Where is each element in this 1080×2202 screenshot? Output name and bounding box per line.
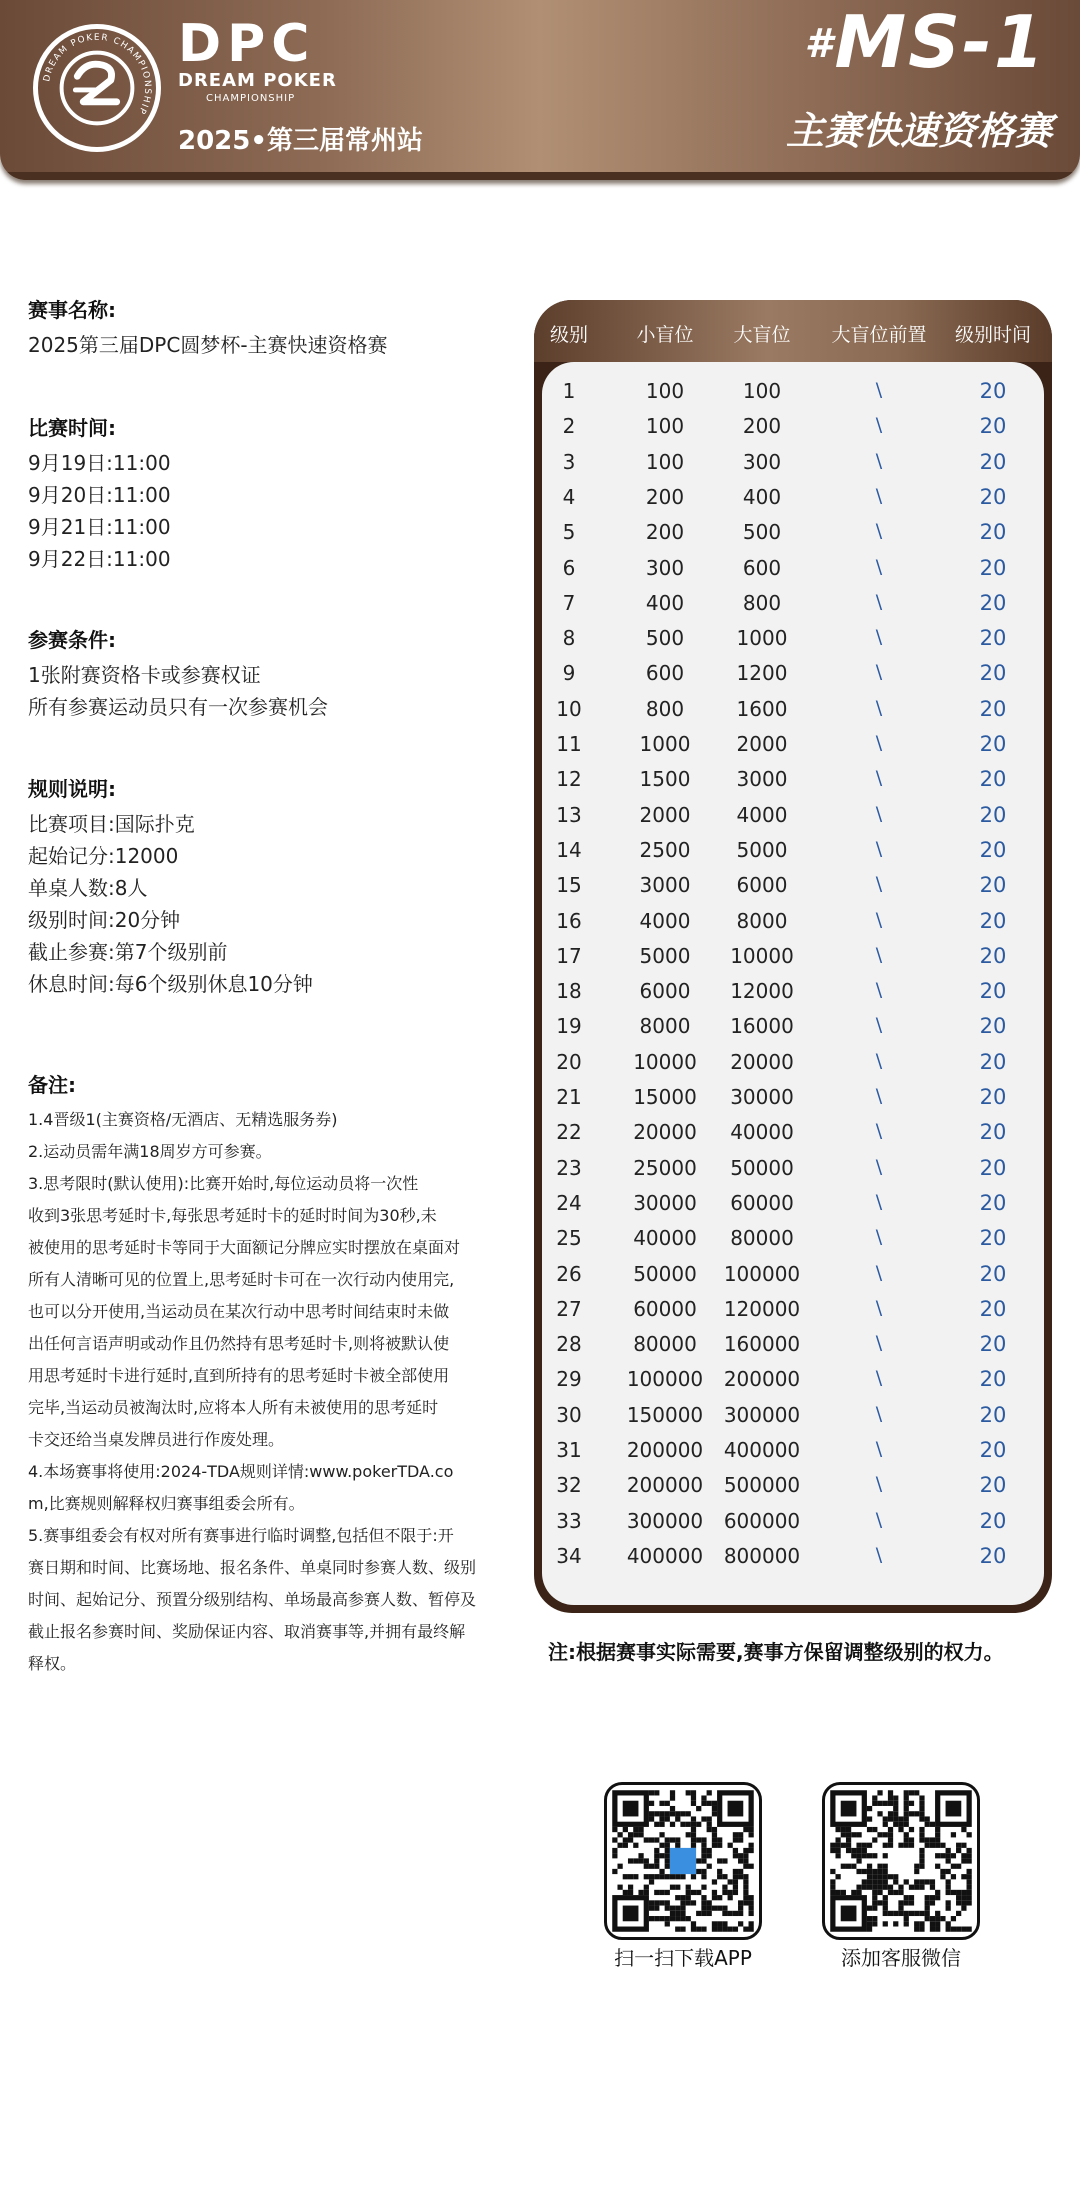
dpc-logo-icon xyxy=(38,29,156,147)
cell-big-blind: 400 xyxy=(742,484,782,509)
cell-ante: \ xyxy=(875,908,883,931)
cell-big-blind: 2000 xyxy=(736,732,788,756)
table-row xyxy=(534,974,1052,1009)
cell-level-time: 20 xyxy=(979,555,1007,580)
cell-level-time: 20 xyxy=(979,1190,1007,1215)
cell-level: 29 xyxy=(556,1367,582,1392)
cell-level: 17 xyxy=(556,943,582,968)
section-title: 备注: xyxy=(28,1073,76,1097)
cell-small-blind: 800 xyxy=(645,696,685,721)
cell-level: 9 xyxy=(562,661,576,686)
cell-big-blind: 500 xyxy=(742,520,782,545)
brand-name: DPC xyxy=(178,14,316,74)
cell-level: 26 xyxy=(556,1261,582,1286)
table-row xyxy=(534,1115,1052,1150)
cell-big-blind: 500000 xyxy=(723,1473,801,1498)
event-name-value: 2025第三届DPC圆梦杯-主赛快速资格赛 xyxy=(28,333,388,357)
rule-item: 截止参赛:第7个级别前 xyxy=(28,940,228,964)
cell-level-time: 20 xyxy=(979,1402,1007,1427)
cell-level: 31 xyxy=(556,1438,582,1462)
header-big-blind: 大盲位 xyxy=(733,324,791,346)
table-row xyxy=(534,939,1052,974)
cell-level: 1 xyxy=(562,379,576,403)
cell-ante: \ xyxy=(875,1049,883,1072)
note-line: 释权。 xyxy=(28,1654,77,1673)
cell-level: 34 xyxy=(556,1543,582,1568)
cell-small-blind: 50000 xyxy=(633,1261,697,1286)
qr-code-icon xyxy=(607,1785,759,1937)
cell-big-blind: 1000 xyxy=(736,626,788,651)
cell-level-time: 20 xyxy=(979,837,1007,862)
event-title: 主赛快速资格赛 xyxy=(785,109,1052,153)
note-line: 赛日期和时间、比赛场地、报名条件、单桌同时参赛人数、级别 xyxy=(28,1558,477,1577)
table-row xyxy=(534,692,1052,727)
table-header xyxy=(534,300,1052,362)
cell-small-blind: 2500 xyxy=(639,837,691,862)
event-code xyxy=(805,0,1046,84)
cell-level: 25 xyxy=(556,1226,582,1251)
table-row xyxy=(534,1080,1052,1115)
note-line: 所有人清晰可见的位置上,思考延时卡可在一次行动内使用完, xyxy=(28,1270,455,1289)
cell-big-blind: 100000 xyxy=(723,1261,801,1286)
table-row xyxy=(534,1292,1052,1327)
note-line: 截止报名参赛时间、奖励保证内容、取消赛事等,并拥有最终解 xyxy=(28,1622,466,1641)
cell-small-blind: 25000 xyxy=(633,1155,697,1180)
rule-item: 休息时间:每6个级别休息10分钟 xyxy=(28,972,313,996)
cell-level-time: 20 xyxy=(979,449,1007,474)
cell-level-time: 20 xyxy=(979,1367,1007,1392)
time-item: 9月21日:11:00 xyxy=(28,515,171,539)
cell-small-blind: 100 xyxy=(645,449,685,474)
cell-ante: \ xyxy=(875,555,883,578)
note-line: 完毕,当运动员被淘汰时,应将本人所有未被使用的思考延时 xyxy=(28,1398,439,1417)
cell-big-blind: 4000 xyxy=(736,802,788,827)
table-row xyxy=(534,515,1052,550)
table-row xyxy=(534,1398,1052,1433)
cell-level-time: 20 xyxy=(979,1543,1007,1568)
cell-level: 20 xyxy=(556,1049,582,1074)
cell-small-blind: 80000 xyxy=(633,1332,697,1357)
cell-level-time: 20 xyxy=(979,873,1007,898)
cell-ante: \ xyxy=(875,484,883,507)
table-row xyxy=(534,1327,1052,1362)
cell-ante: \ xyxy=(875,1226,883,1249)
cell-small-blind: 100000 xyxy=(626,1367,704,1392)
cell-ante: \ xyxy=(875,1190,883,1213)
cell-ante: \ xyxy=(875,979,883,1002)
cell-level: 24 xyxy=(556,1190,582,1215)
app-qr-label: 扫一扫下载APP xyxy=(614,1946,752,1970)
cell-ante: \ xyxy=(875,379,883,401)
cell-level-time: 20 xyxy=(979,414,1007,439)
table-row xyxy=(534,480,1052,515)
table-row xyxy=(534,1433,1052,1468)
app-download-qr[interactable] xyxy=(604,1782,762,1940)
cell-small-blind: 300 xyxy=(645,555,685,580)
table-row xyxy=(534,762,1052,797)
cell-small-blind: 200000 xyxy=(626,1438,704,1462)
header-small-blind: 小盲位 xyxy=(636,324,694,346)
table-row xyxy=(534,656,1052,691)
note-line: 4.本场赛事将使用:2024-TDA规则详情:www.pokerTDA.co xyxy=(28,1462,454,1481)
cell-small-blind: 200 xyxy=(645,484,685,509)
table-row xyxy=(534,833,1052,868)
cell-big-blind: 30000 xyxy=(730,1085,794,1109)
cell-level: 7 xyxy=(562,590,576,615)
cell-big-blind: 3000 xyxy=(736,767,788,792)
table-row xyxy=(534,904,1052,939)
cell-ante: \ xyxy=(875,1120,883,1143)
section-title: 参赛条件: xyxy=(28,628,116,652)
table-row xyxy=(534,1009,1052,1044)
table-row xyxy=(534,1151,1052,1186)
event-code-text: MS-1 xyxy=(834,0,1046,84)
cell-big-blind: 20000 xyxy=(730,1049,794,1074)
rule-item: 比赛项目:国际扑克 xyxy=(28,812,195,836)
table-row xyxy=(534,1221,1052,1256)
cell-ante: \ xyxy=(875,414,883,437)
section-rules xyxy=(28,773,508,1000)
brand-line-2: CHAMPIONSHIP xyxy=(206,93,296,104)
table-row xyxy=(534,727,1052,762)
cell-level: 12 xyxy=(556,767,582,792)
cell-level-time: 20 xyxy=(979,943,1007,968)
event-code-hash: # xyxy=(804,21,835,67)
section-title: 比赛时间: xyxy=(28,416,116,440)
cell-small-blind: 2000 xyxy=(639,802,691,827)
cell-level: 33 xyxy=(556,1508,582,1533)
cell-big-blind: 1200 xyxy=(736,661,788,686)
cell-small-blind: 600 xyxy=(645,661,685,686)
cell-big-blind: 5000 xyxy=(736,837,788,862)
table-row xyxy=(534,1539,1052,1574)
cell-level-time: 20 xyxy=(979,1261,1007,1286)
logo-ring-text: DREAM POKER CHAMPIONSHIP xyxy=(42,32,153,117)
table-body xyxy=(542,362,1044,1605)
cell-big-blind: 300 xyxy=(742,449,782,474)
brand-line-1: DREAM POKER xyxy=(178,70,337,91)
wechat-qr-label: 添加客服微信 xyxy=(841,1946,961,1970)
cell-ante: \ xyxy=(875,1402,883,1425)
cell-level-time: 20 xyxy=(979,732,1007,756)
cell-small-blind: 3000 xyxy=(639,873,691,898)
note-line: 5.赛事组委会有权对所有赛事进行临时调整,包括但不限于:开 xyxy=(28,1526,454,1545)
cell-level-time: 20 xyxy=(979,696,1007,721)
cell-big-blind: 800 xyxy=(742,590,782,615)
cell-big-blind: 800000 xyxy=(723,1543,801,1568)
cell-ante: \ xyxy=(875,1014,883,1037)
cell-level-time: 20 xyxy=(979,1155,1007,1180)
cell-small-blind: 60000 xyxy=(633,1296,697,1321)
section-title: 赛事名称: xyxy=(28,298,116,322)
cell-level-time: 20 xyxy=(979,661,1007,686)
cell-ante: \ xyxy=(875,943,883,966)
cell-ante: \ xyxy=(875,767,883,790)
cell-small-blind: 100 xyxy=(645,414,685,439)
cell-level: 21 xyxy=(556,1085,582,1109)
rule-item: 单桌人数:8人 xyxy=(28,876,148,900)
cell-level-time: 20 xyxy=(979,1296,1007,1321)
cell-small-blind: 300000 xyxy=(626,1508,704,1533)
cell-level: 27 xyxy=(556,1296,582,1321)
cell-level: 4 xyxy=(562,484,576,509)
cell-small-blind: 40000 xyxy=(633,1226,697,1251)
dpc-logo xyxy=(33,24,161,152)
note-line: 3.思考限时(默认使用):比赛开始时,每位运动员将一次性 xyxy=(28,1174,419,1193)
cell-ante: \ xyxy=(875,590,883,613)
cell-ante: \ xyxy=(875,1473,883,1496)
blind-structure-table xyxy=(534,300,1052,1613)
section-event-name xyxy=(28,294,508,361)
qr-code-icon xyxy=(825,1785,977,1937)
cell-level-time: 20 xyxy=(979,484,1007,509)
cell-big-blind: 60000 xyxy=(730,1190,794,1215)
cell-big-blind: 16000 xyxy=(730,1014,794,1039)
cell-ante: \ xyxy=(875,661,883,684)
cell-level: 2 xyxy=(562,414,576,439)
header-ante: 大盲位前置 xyxy=(831,324,927,346)
cell-ante: \ xyxy=(875,1508,883,1531)
cell-big-blind: 200000 xyxy=(723,1367,801,1392)
cell-level: 14 xyxy=(556,837,582,862)
cell-small-blind: 500 xyxy=(645,626,685,651)
cell-big-blind: 80000 xyxy=(730,1226,794,1251)
note-line: 2.运动员需年满18周岁方可参赛。 xyxy=(28,1142,272,1161)
cell-level-time: 20 xyxy=(979,1014,1007,1039)
time-item: 9月19日:11:00 xyxy=(28,451,171,475)
cell-small-blind: 400000 xyxy=(626,1543,704,1568)
section-event-time xyxy=(28,412,508,575)
cell-small-blind: 8000 xyxy=(639,1014,691,1039)
cell-ante: \ xyxy=(875,1085,883,1107)
cell-level-time: 20 xyxy=(979,1049,1007,1074)
note-line: 收到3张思考延时卡,每张思考延时卡的延时时间为30秒,未 xyxy=(28,1206,437,1225)
note-line: 卡交还给当桌发牌员进行作废处理。 xyxy=(28,1430,285,1449)
cell-big-blind: 600000 xyxy=(723,1508,801,1533)
cell-level: 15 xyxy=(556,873,582,898)
cell-level: 28 xyxy=(556,1332,582,1357)
wechat-service-qr[interactable] xyxy=(822,1782,980,1940)
cell-ante: \ xyxy=(875,873,883,896)
time-item: 9月20日:11:00 xyxy=(28,483,171,507)
cell-big-blind: 120000 xyxy=(723,1296,801,1321)
cell-ante: \ xyxy=(875,1367,883,1390)
table-row xyxy=(534,1045,1052,1080)
cell-level-time: 20 xyxy=(979,1438,1007,1462)
table-row xyxy=(534,445,1052,480)
notes-list xyxy=(28,1104,506,1680)
cell-small-blind: 1500 xyxy=(639,767,691,792)
cell-level-time: 20 xyxy=(979,626,1007,651)
table-row xyxy=(534,409,1052,444)
cell-small-blind: 1000 xyxy=(639,732,691,756)
note-line: 用思考延时卡进行延时,直到所持有的思考延时卡被全部使用 xyxy=(28,1366,450,1385)
rule-item: 级别时间:20分钟 xyxy=(28,908,181,932)
cell-big-blind: 10000 xyxy=(730,943,794,968)
cell-level: 3 xyxy=(562,449,576,474)
cell-level-time: 20 xyxy=(979,1085,1007,1109)
cell-level-time: 20 xyxy=(979,1120,1007,1145)
cell-level: 22 xyxy=(556,1120,582,1145)
cell-big-blind: 200 xyxy=(742,414,782,439)
note-line: m,比赛规则解释权归赛事组委会所有。 xyxy=(28,1494,305,1513)
section-notes xyxy=(28,1069,506,1680)
table-note: 注:根据赛事实际需要,赛事方保留调整级别的权力。 xyxy=(548,1640,1004,1664)
cell-level: 8 xyxy=(562,626,576,651)
cell-big-blind: 6000 xyxy=(736,873,788,898)
cell-ante: \ xyxy=(875,1543,883,1566)
cell-ante: \ xyxy=(875,626,883,649)
cell-small-blind: 6000 xyxy=(639,979,691,1004)
cell-level: 23 xyxy=(556,1155,582,1180)
cell-big-blind: 160000 xyxy=(723,1332,801,1357)
cell-small-blind: 100 xyxy=(645,379,685,403)
note-line: 也可以分开使用,当运动员在某次行动中思考时间结束时未做 xyxy=(28,1302,450,1321)
cell-level-time: 20 xyxy=(979,1508,1007,1533)
header-banner xyxy=(0,0,1080,180)
table-row xyxy=(534,621,1052,656)
cell-small-blind: 30000 xyxy=(633,1190,697,1215)
event-station: 2025•第三届常州站 xyxy=(178,126,423,156)
cell-level: 11 xyxy=(556,732,582,756)
cell-level-time: 20 xyxy=(979,1332,1007,1357)
cell-level: 6 xyxy=(562,555,576,580)
table-row xyxy=(534,868,1052,903)
header-level: 级别 xyxy=(549,324,588,346)
cell-ante: \ xyxy=(875,1155,883,1178)
cell-level-time: 20 xyxy=(979,1226,1007,1251)
cell-big-blind: 300000 xyxy=(723,1402,801,1427)
cell-level: 5 xyxy=(562,520,576,545)
note-line: 1.4晋级1(主赛资格/无酒店、无精选服务券) xyxy=(28,1110,338,1129)
cell-small-blind: 200000 xyxy=(626,1473,704,1498)
cell-level-time: 20 xyxy=(979,590,1007,615)
table-row xyxy=(534,1468,1052,1503)
cell-ante: \ xyxy=(875,449,883,472)
note-line: 出任何言语声明或动作且仍然持有思考延时卡,则将被默认使 xyxy=(28,1334,450,1353)
cell-small-blind: 150000 xyxy=(626,1402,704,1427)
cell-level: 16 xyxy=(556,908,582,933)
cell-ante: \ xyxy=(875,837,883,860)
cell-big-blind: 600 xyxy=(742,555,782,580)
cell-ante: \ xyxy=(875,732,883,754)
rule-item: 起始记分:12000 xyxy=(28,844,179,868)
cell-big-blind: 100 xyxy=(742,379,782,403)
cell-level-time: 20 xyxy=(979,908,1007,933)
table-row xyxy=(534,374,1052,409)
cell-small-blind: 20000 xyxy=(633,1120,697,1145)
condition-item: 1张附赛资格卡或参赛权证 xyxy=(28,663,261,687)
cell-level-time: 20 xyxy=(979,979,1007,1004)
table-row xyxy=(534,1257,1052,1292)
cell-level-time: 20 xyxy=(979,802,1007,827)
cell-level-time: 20 xyxy=(979,520,1007,545)
table-row xyxy=(534,798,1052,833)
cell-level: 13 xyxy=(556,802,582,827)
cell-small-blind: 400 xyxy=(645,590,685,615)
cell-level: 18 xyxy=(556,979,582,1004)
header-level-time: 级别时间 xyxy=(954,324,1031,346)
cell-ante: \ xyxy=(875,1438,883,1460)
cell-big-blind: 40000 xyxy=(730,1120,794,1145)
table-row xyxy=(534,551,1052,586)
cell-ante: \ xyxy=(875,520,883,543)
cell-big-blind: 8000 xyxy=(736,908,788,933)
cell-small-blind: 15000 xyxy=(633,1085,697,1109)
cell-level-time: 20 xyxy=(979,379,1007,403)
cell-big-blind: 12000 xyxy=(730,979,794,1004)
time-item: 9月22日:11:00 xyxy=(28,547,171,571)
cell-big-blind: 50000 xyxy=(730,1155,794,1180)
table-row xyxy=(534,1362,1052,1397)
cell-level-time: 20 xyxy=(979,767,1007,792)
cell-ante: \ xyxy=(875,802,883,825)
condition-item: 所有参赛运动员只有一次参赛机会 xyxy=(28,695,328,719)
cell-big-blind: 1600 xyxy=(736,696,788,721)
cell-level: 10 xyxy=(556,696,582,721)
note-line: 被使用的思考延时卡等同于大面额记分牌应实时摆放在桌面对 xyxy=(28,1238,461,1257)
table-row xyxy=(534,1504,1052,1539)
cell-level-time: 20 xyxy=(979,1473,1007,1498)
cell-small-blind: 4000 xyxy=(639,908,691,933)
cell-small-blind: 200 xyxy=(645,520,685,545)
cell-small-blind: 10000 xyxy=(633,1049,697,1074)
table-row xyxy=(534,586,1052,621)
cell-ante: \ xyxy=(875,1296,883,1319)
table-row xyxy=(534,1186,1052,1221)
cell-level: 30 xyxy=(556,1402,582,1427)
cell-level: 32 xyxy=(556,1473,582,1498)
cell-ante: \ xyxy=(875,696,883,719)
cell-ante: \ xyxy=(875,1261,883,1284)
cell-level: 19 xyxy=(556,1014,582,1039)
cell-small-blind: 5000 xyxy=(639,943,691,968)
cell-big-blind: 400000 xyxy=(723,1438,801,1462)
note-line: 时间、起始记分、预置分级别结构、单场最高参赛人数、暂停及 xyxy=(28,1590,477,1609)
section-conditions xyxy=(28,624,508,723)
section-title: 规则说明: xyxy=(28,777,116,801)
cell-ante: \ xyxy=(875,1332,883,1355)
